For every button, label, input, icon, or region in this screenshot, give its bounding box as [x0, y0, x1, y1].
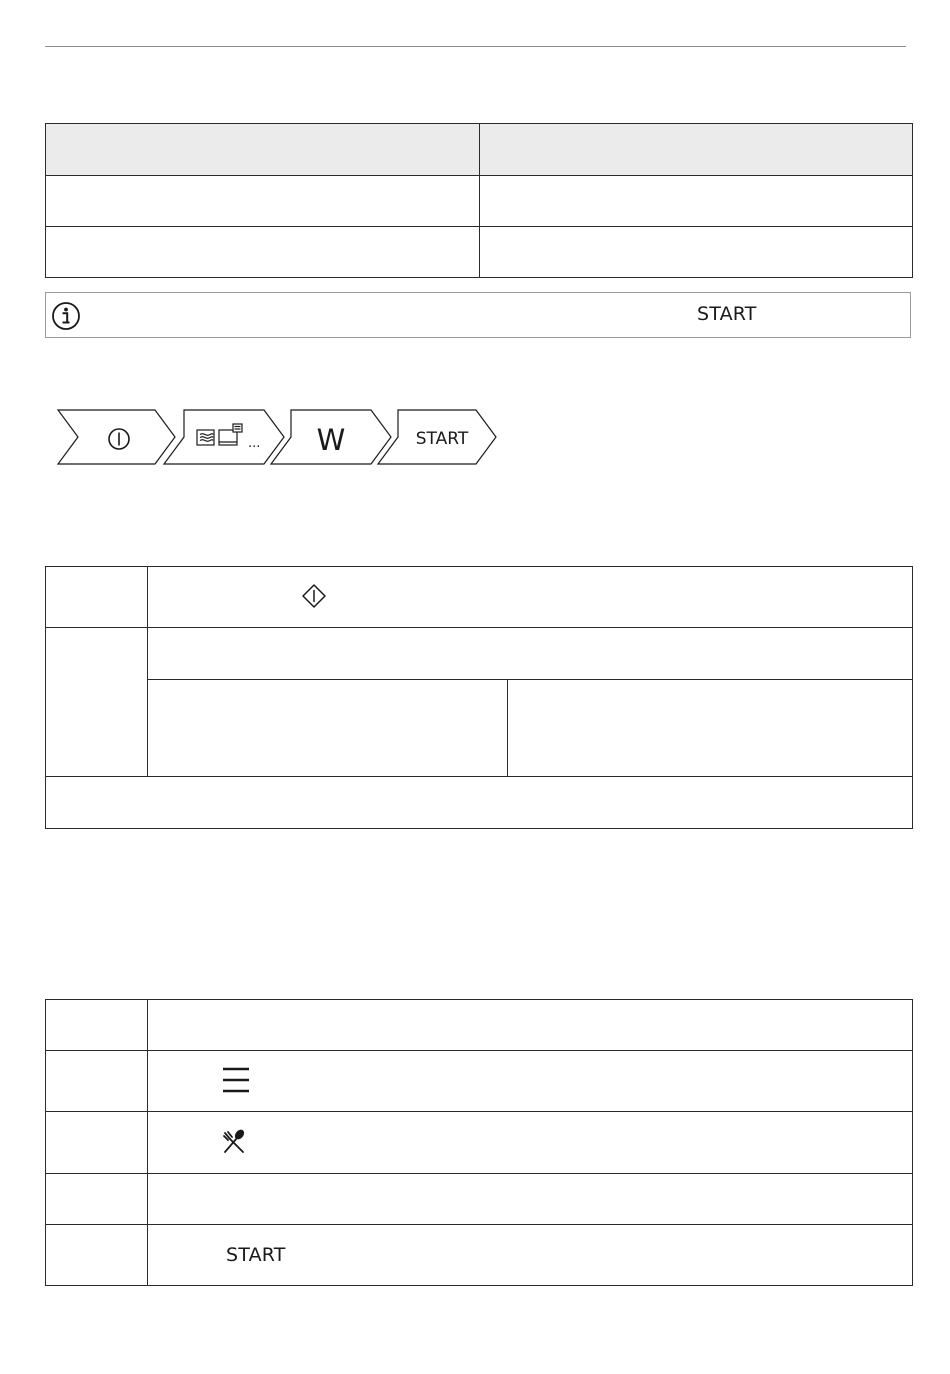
table-row: [46, 1051, 913, 1112]
table-3: [45, 999, 913, 1286]
more-functions-ellipsis: ...: [248, 436, 261, 451]
table-cell: [148, 1174, 913, 1225]
table-cell: [148, 567, 913, 628]
table-row: [46, 777, 913, 829]
menu-icon: [221, 1065, 251, 1095]
table-cell-step: [46, 1225, 148, 1286]
table-2: [45, 566, 913, 829]
start-label: START: [226, 1244, 286, 1266]
table-header-cell-1: [46, 124, 480, 176]
table-cell: [46, 227, 480, 278]
table-header-row: [46, 124, 913, 176]
table-header-cell-2: [480, 124, 913, 176]
table-cell: [46, 777, 913, 829]
table-cell: [148, 1112, 913, 1174]
procedure-flow: [56, 408, 501, 468]
table-row: [46, 567, 913, 628]
table-cell: [148, 1051, 913, 1112]
table-row: [46, 227, 913, 278]
table-row: [46, 176, 913, 227]
start-diamond-icon: [301, 583, 327, 609]
flow-step-1: [58, 410, 175, 464]
table-cell-step: [46, 1051, 148, 1112]
table-row: [46, 1000, 913, 1051]
table-cell: [480, 227, 913, 278]
table-row: [46, 680, 913, 777]
top-divider: [45, 46, 906, 47]
table-cell: [148, 1225, 913, 1286]
table-cell: [148, 680, 508, 777]
table-1: [45, 123, 913, 278]
cutlery-icon: [221, 1129, 247, 1155]
table-row: [46, 1112, 913, 1174]
power-icon: [109, 429, 129, 449]
oven-function-icons: [197, 424, 242, 445]
info-note: [45, 292, 911, 338]
table-cell: [148, 628, 913, 680]
table-cell-step: [46, 1000, 148, 1051]
table-cell: [46, 176, 480, 227]
info-icon: [51, 301, 81, 331]
table-row: [46, 1174, 913, 1225]
table-cell-step: [46, 1174, 148, 1225]
start-step-label: START: [415, 429, 469, 449]
table-cell-step: [46, 628, 148, 777]
table-row: [46, 1225, 913, 1286]
table-cell: [480, 176, 913, 227]
table-cell: [148, 1000, 913, 1051]
start-label: START: [697, 303, 757, 325]
table-cell-step: [46, 1112, 148, 1174]
flow-step-2: [164, 410, 284, 464]
table-cell-step: [46, 567, 148, 628]
table-row: [46, 628, 913, 680]
table-cell: [508, 680, 913, 777]
watt-label: W: [316, 423, 346, 457]
